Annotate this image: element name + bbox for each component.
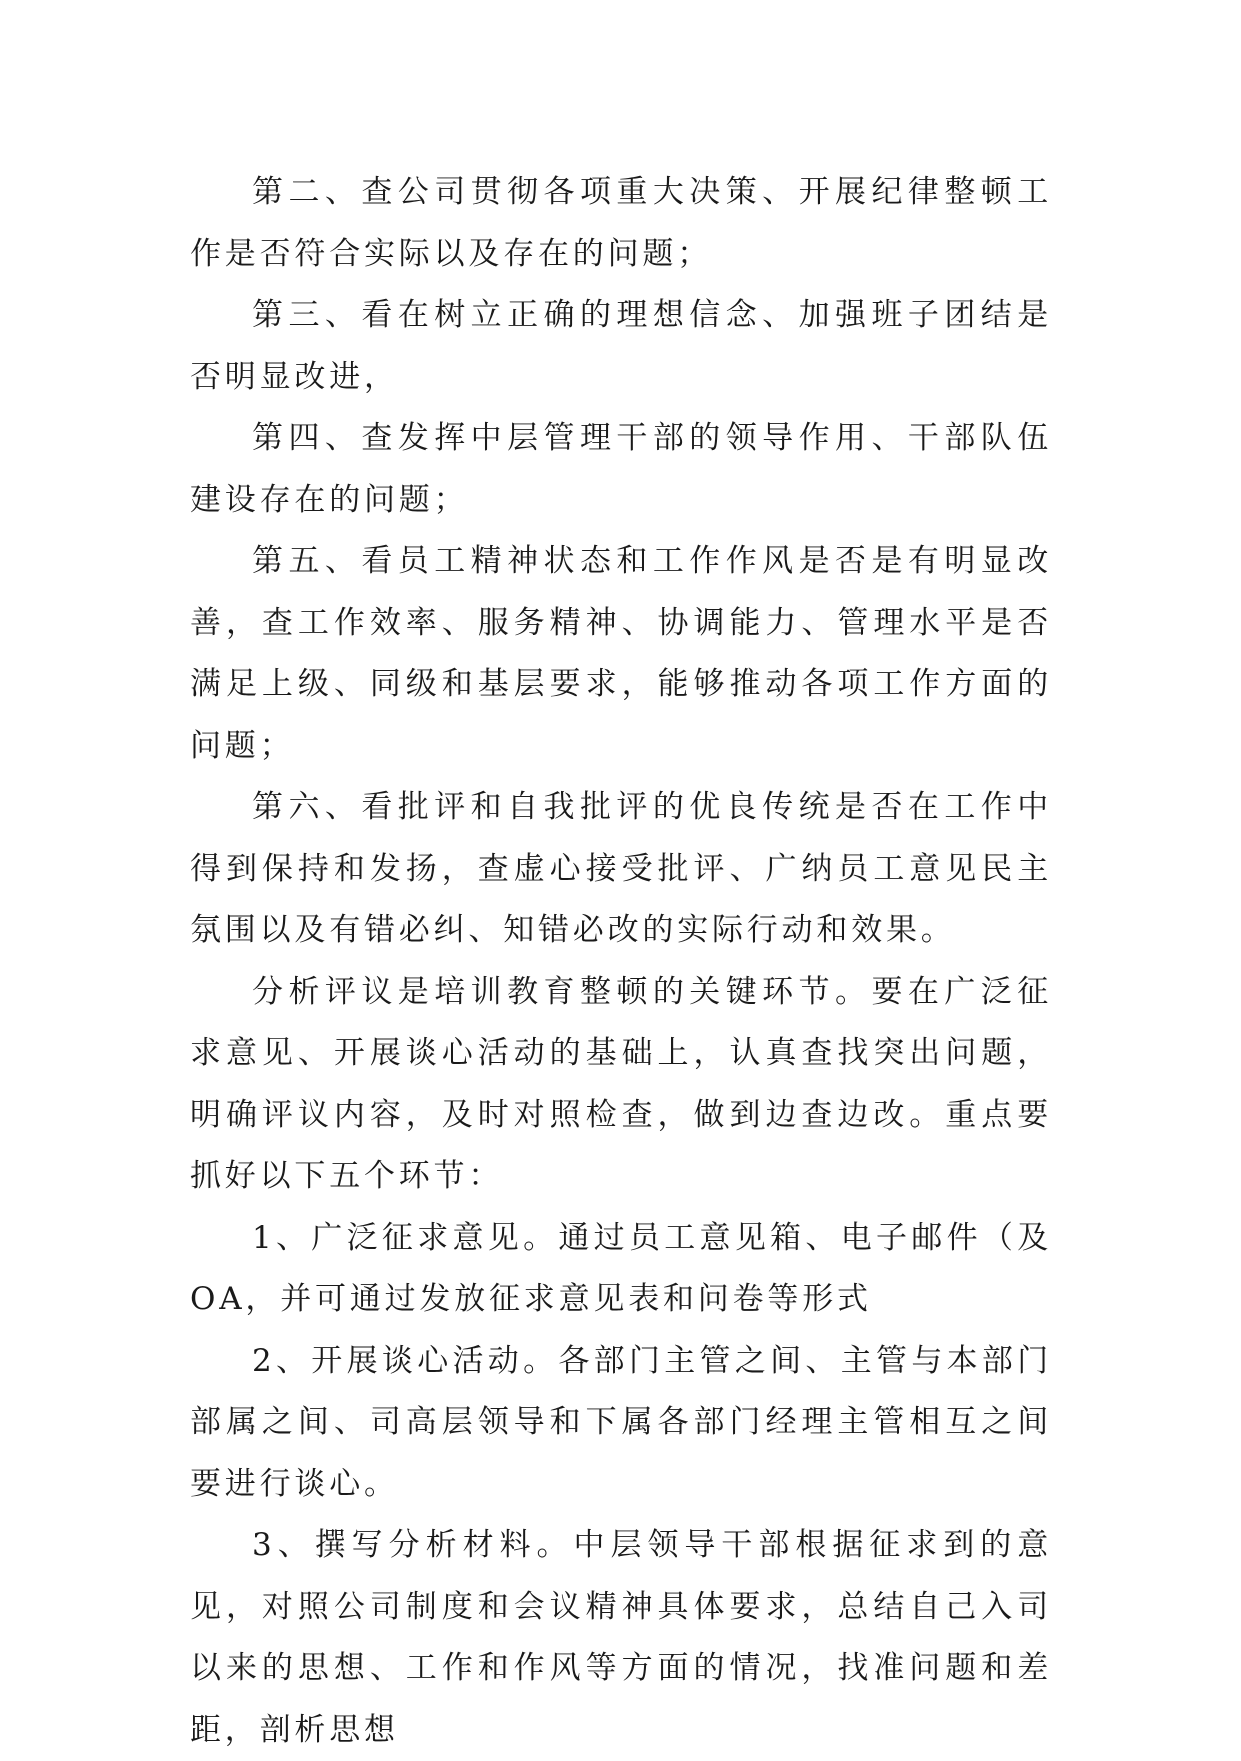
paragraph-item-6: 第六、看批评和自我批评的优良传统是否在工作中得到保持和发扬，查虚心接受批评、广纳员工意见民主氛围以及有错必纠、知错必改的实际行动和效果。 [190,789,1052,948]
paragraph-item-3: 第三、看在树立正确的理想信念、加强班子团结是否明显改进， [190,297,1052,395]
paragraph-item-4: 第四、查发挥中层管理干部的领导作用、干部队伍建设存在的问题； [190,420,1052,518]
document-body [190,162,1052,1761]
paragraph-step-1: 1、广泛征求意见。通过员工意见箱、电子邮件（及OA，并可通过发放征求意见表和问卷等形式 [190,1219,1052,1317]
paragraph-step-3: 3、撰写分析材料。中层领导干部根据征求到的意见，对照公司制度和会议精神具体要求，总结自己入司以来的思想、工作和作风等方面的情况，找准问题和差距，剖析思想 [190,1527,1052,1748]
paragraph-item-2: 第二、查公司贯彻各项重大决策、开展纪律整顿工作是否符合实际以及存在的问题； [190,174,1052,272]
paragraph-item-5: 第五、看员工精神状态和工作作风是否是有明显改善，查工作效率、服务精神、协调能力、管理水平是否满足上级、同级和基层要求，能够推动各项工作方面的问题； [190,543,1052,764]
paragraph-analysis: 分析评议是培训教育整顿的关键环节。要在广泛征求意见、开展谈心活动的基础上，认真查找突出问题，明确评议内容，及时对照检查，做到边查边改。重点要抓好以下五个环节： [190,973,1052,1194]
paragraph-step-2: 2、开展谈心活动。各部门主管之间、主管与本部门部属之间、司高层领导和下属各部门经理主管相互之间要进行谈心。 [190,1342,1052,1502]
